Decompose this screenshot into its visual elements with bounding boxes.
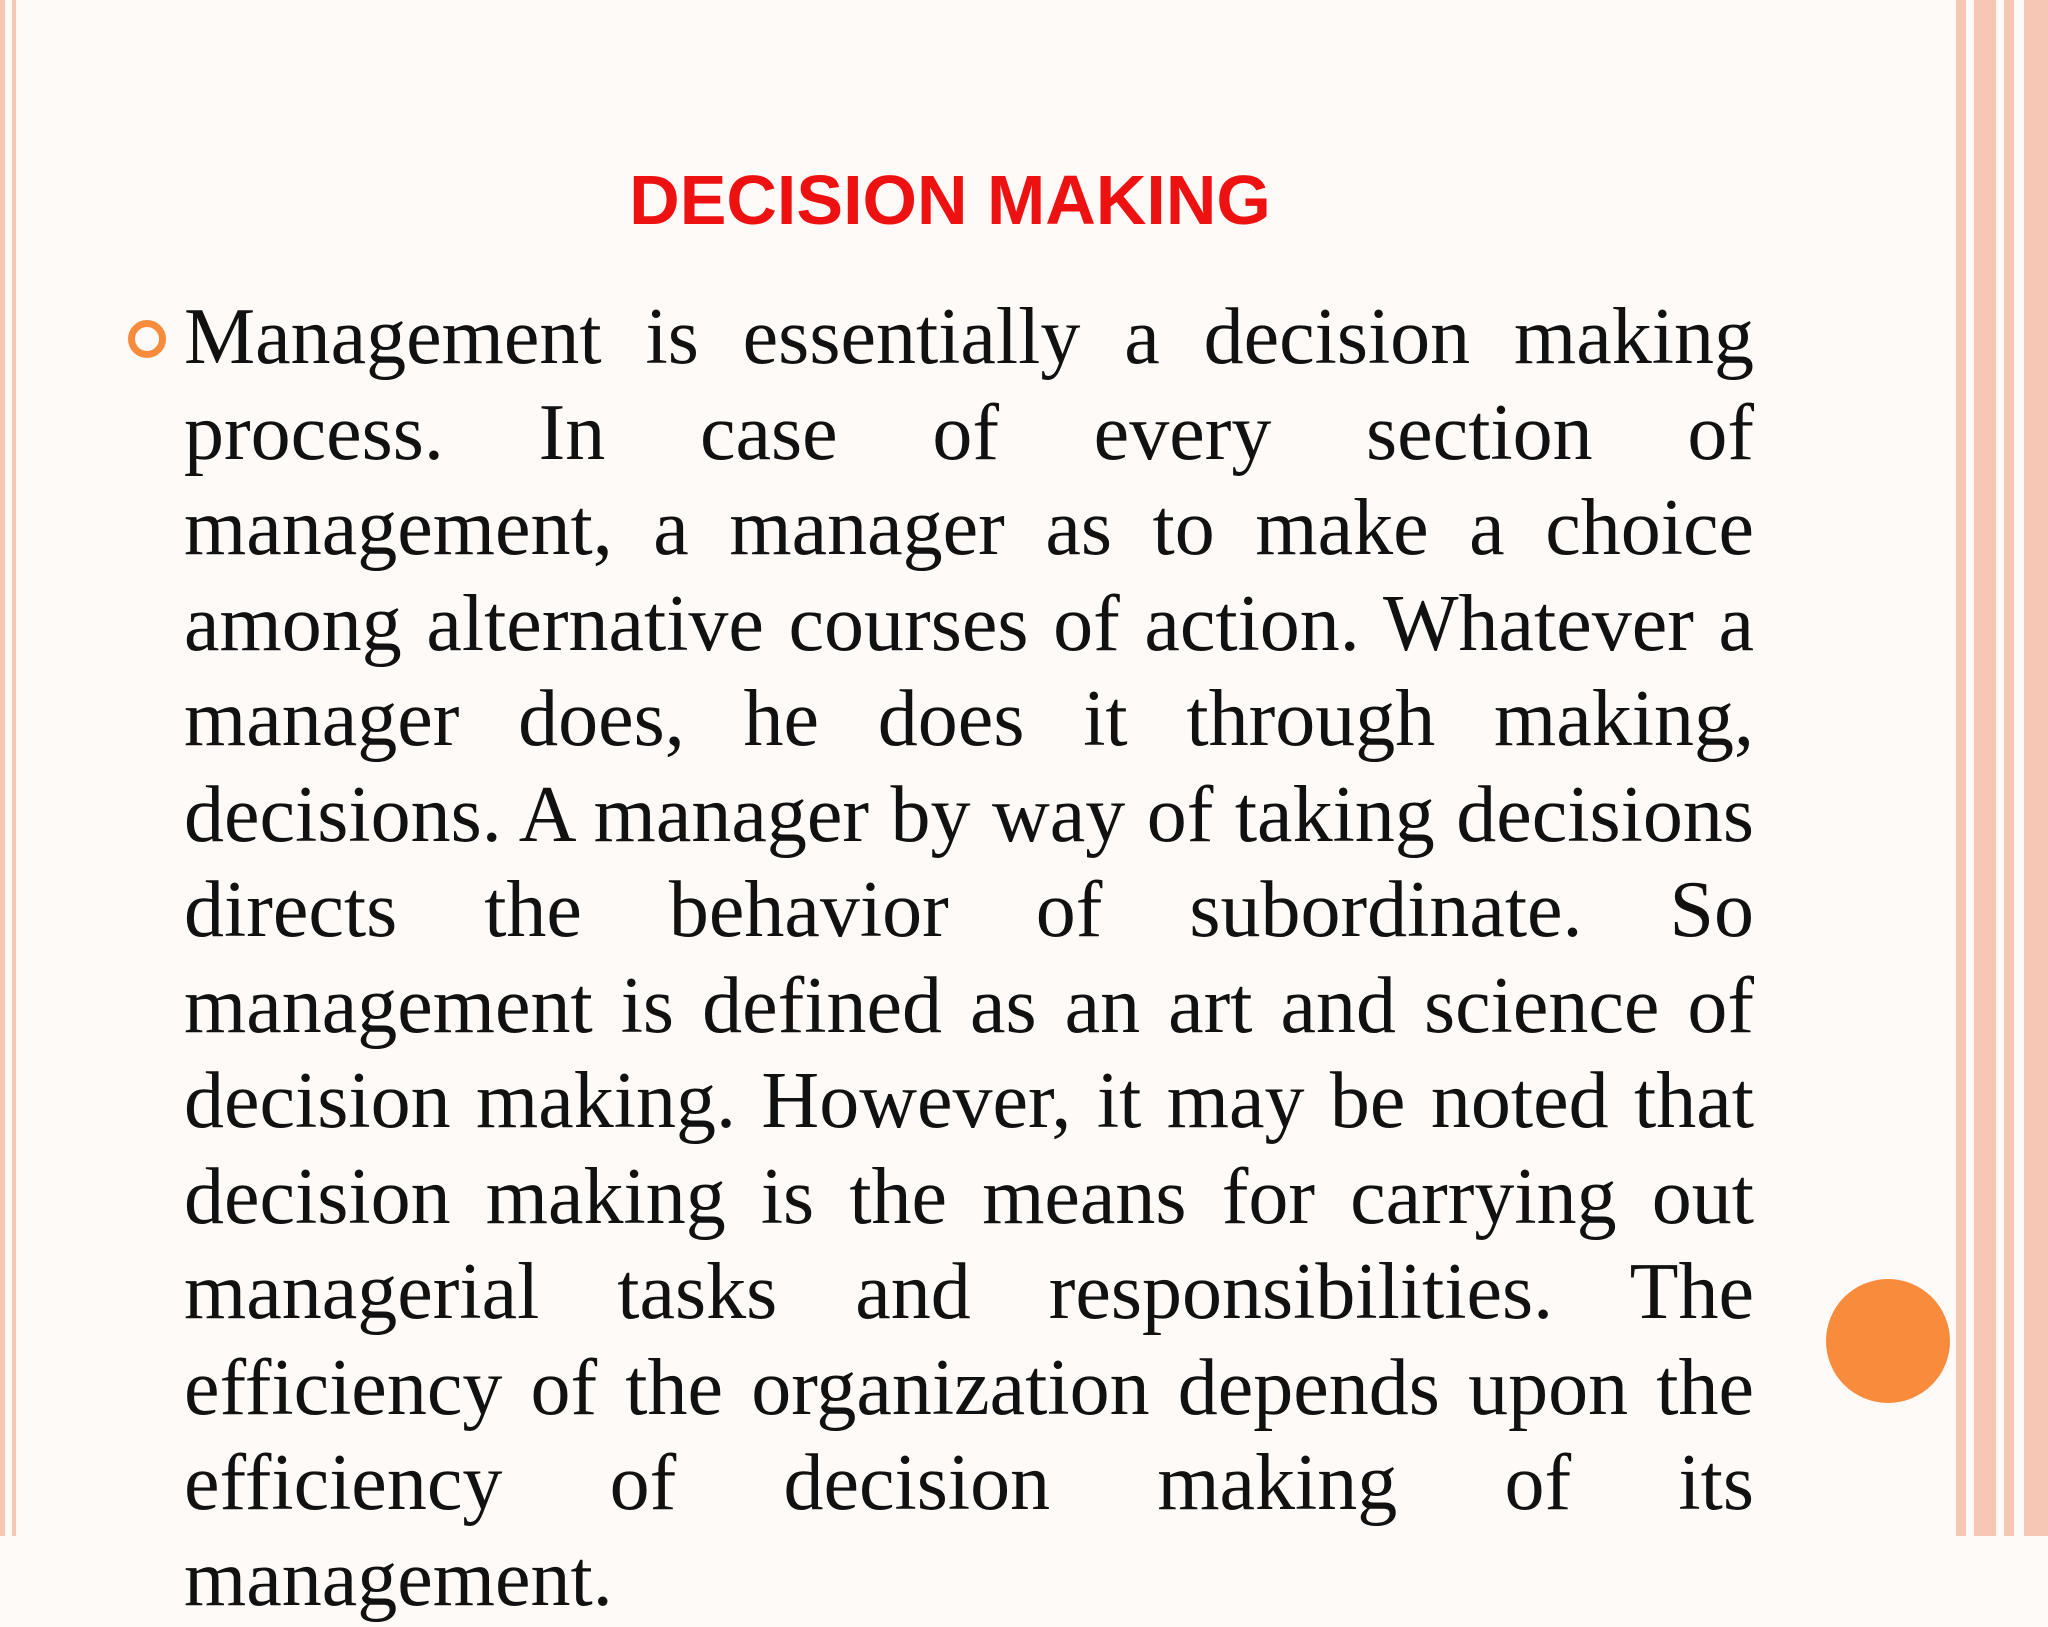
circle-bullet-icon [128, 320, 166, 358]
right-border-stripe [2024, 0, 2048, 1536]
right-border-stripe [1974, 0, 1996, 1536]
slide-title-text: DECISION MAKING [629, 161, 1271, 239]
body-paragraph: Management is essentially a decision making process. In case of every section of management, a manager as to make a choice among alternative courses of action. Whatever a manager does, he does it through making, decisions. A manager by way of taking decisions directs the behavior of subordinate. So management is defined as an art and science of decision making. However, it may be noted that decision making is the means for carrying out managerial tasks and responsibilities. The efficiency of the organization depends upon the efficiency of decision making of its management. [184, 293, 1754, 1623]
right-border-stripe [2004, 0, 2014, 1536]
decorative-circle-icon [1826, 1279, 1950, 1403]
slide-title [0, 160, 1900, 240]
right-border-stripe [1956, 0, 1966, 1536]
